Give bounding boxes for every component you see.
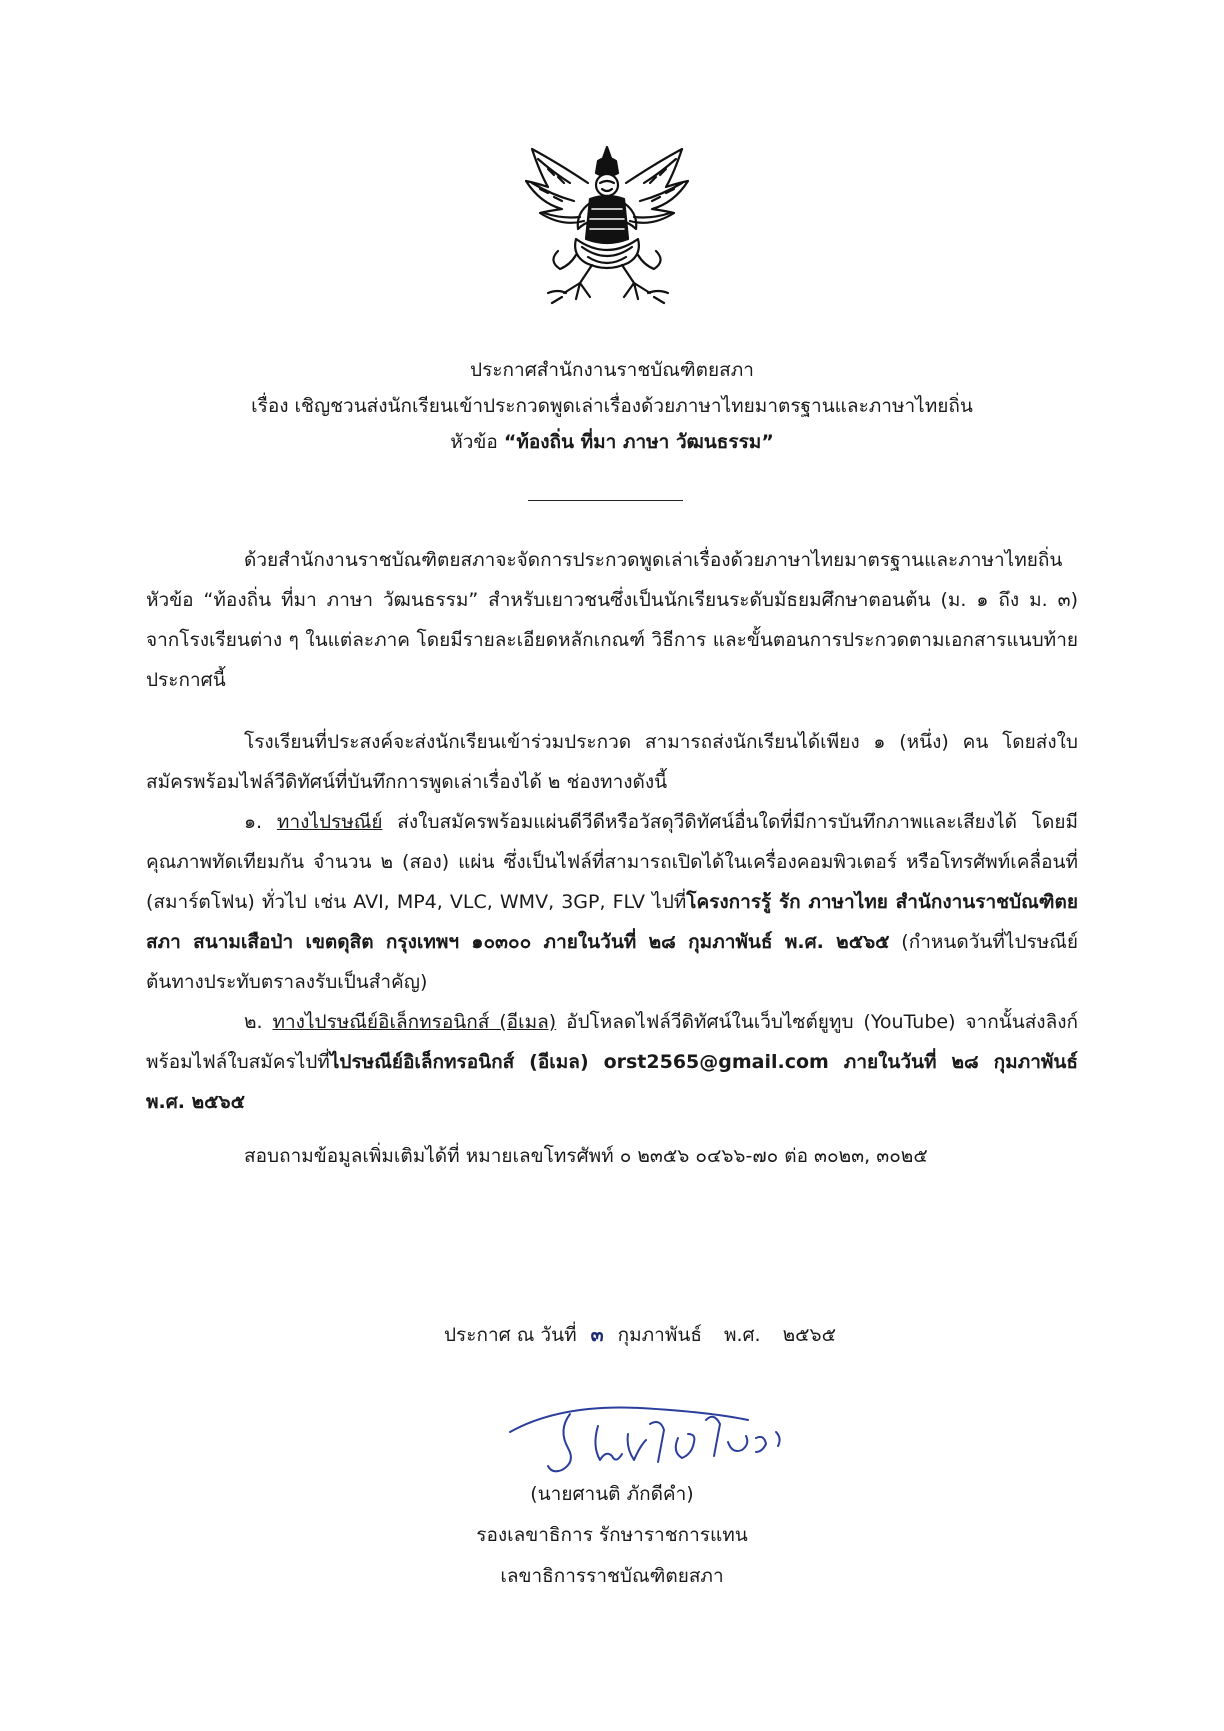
- submission-paragraph: โรงเรียนที่ประสงค์จะส่งนักเรียนเข้าร่วมประกวด สามารถส่งนักเรียนได้เพียง ๑ (หนึ่ง) คน โดยส่งใบสมัครพร้อมไฟล์วีดิทัศน์ที่บันทึกการพูดเล่าเรื่องได้ ๒ ช่องทางดังนี้: [146, 731, 1078, 793]
- announcement-body: [146, 540, 1078, 1176]
- garuda-emblem-icon: [518, 143, 696, 305]
- signer-block: [0, 1474, 1224, 1597]
- topic-prefix: หัวข้อ: [450, 431, 504, 453]
- signer-organization: เลขาธิการราชบัณฑิตยสภา: [500, 1565, 724, 1587]
- item-number: ๑.: [244, 811, 277, 833]
- announcement-topic: [0, 424, 1224, 460]
- date-prefix: ประกาศ ณ วันที่: [444, 1324, 577, 1346]
- date-year: ๒๕๖๕: [782, 1324, 836, 1346]
- announcement-date: [444, 1320, 836, 1350]
- item-address: โครงการรู้ รัก ภาษาไทย สำนักงานราชบัณฑิตยสภา สนามเสือป่า เขตดุสิต กรุงเทพฯ ๑๐๓๐๐ ภายในวันที่ ๒๘ กุมภาพันธ์ พ.ศ. ๒๕๖๕: [146, 891, 1078, 953]
- item-title: ทางไปรษณีย์: [276, 811, 383, 833]
- intro-paragraph: ด้วยสำนักงานราชบัณฑิตยสภาจะจัดการประกวดพูดเล่าเรื่องด้วยภาษาไทยมาตรฐานและภาษาไทยถิ่น หัวข้อ “ท้องถิ่น ที่มา ภาษา วัฒนธรรม” สำหรับเยาวชนซึ่งเป็นนักเรียนระดับมัธยมศึกษาตอนต้น (ม. ๑ ถึง ม. ๓) จากโรงเรียนต่าง ๆ ในแต่ละภาค โดยมีรายละเอียดหลักเกณฑ์ วิธีการ และขั้นตอนการประกวดตามเอกสารแนบท้ายประกาศนี้: [146, 549, 1078, 691]
- item-text: ส่งใบสมัครพร้อมแผ่นดีวีดีหรือวัสดุวีดิทัศน์อื่นใดที่มีการบันทึกภาพและเสียงได้ โดยมีคุณภาพทัดเทียมกัน จำนวน ๒ (สอง) แผ่น ซึ่งเป็นไฟล์ที่สามารถเปิดได้ในเครื่องคอมพิวเตอร์ หรือโทรศัพท์เคลื่อนที่ (สมาร์ตโฟน) ทั่วไป เช่น AVI, MP4, VLC, WMV, 3GP, FLV ไปที่: [146, 811, 1079, 913]
- signer-position: รองเลขาธิการ รักษาราชการแทน: [476, 1524, 748, 1546]
- contact-paragraph: สอบถามข้อมูลเพิ่มเติมได้ที่ หมายเลขโทรศัพท์ ๐ ๒๓๕๖ ๐๔๖๖-๗๐ ต่อ ๓๐๒๓, ๓๐๒๕: [244, 1145, 928, 1167]
- topic-title: “ท้องถิ่น ที่มา ภาษา วัฒนธรรม”: [503, 431, 774, 453]
- announcement-subject: เรื่อง เชิญชวนส่งนักเรียนเข้าประกวดพูดเล่าเรื่องด้วยภาษาไทยมาตรฐานและภาษาไทยถิ่น: [251, 395, 973, 417]
- announcement-issuer: ประกาศสำนักงานราชบัณฑิตยสภา: [470, 359, 754, 381]
- header-divider: [528, 500, 683, 501]
- submission-item-email: [146, 1002, 1078, 1122]
- item-email-deadline: ไปรษณีย์อิเล็กทรอนิกส์ (อีเมล) orst2565@gmail.com ภายในวันที่ ๒๘ กุมภาพันธ์ พ.ศ. ๒๕๖๕: [146, 1051, 1078, 1113]
- item-number: ๒.: [244, 1011, 273, 1033]
- date-day: ๓: [590, 1324, 604, 1346]
- item-text: อัปโหลดไฟล์วีดิทัศน์ในเว็บไซต์ยูทูบ (YouTube) จากนั้นส่งลิงก์พร้อมไฟล์ใบสมัครไปที่: [146, 1011, 1079, 1073]
- date-month: กุมภาพันธ์: [617, 1324, 702, 1346]
- item-title: ทางไปรษณีย์อิเล็กทรอนิกส์ (อีเมล): [272, 1011, 557, 1033]
- date-era: พ.ศ.: [723, 1324, 761, 1346]
- signer-name: (นายศานติ ภักดีคำ): [530, 1483, 694, 1505]
- item-note: (กำหนดวันที่ไปรษณีย์ต้นทางประทับตราลงรับเป็นสำคัญ): [146, 931, 1079, 993]
- submission-item-post: [146, 802, 1078, 1002]
- announcement-header: [0, 352, 1224, 460]
